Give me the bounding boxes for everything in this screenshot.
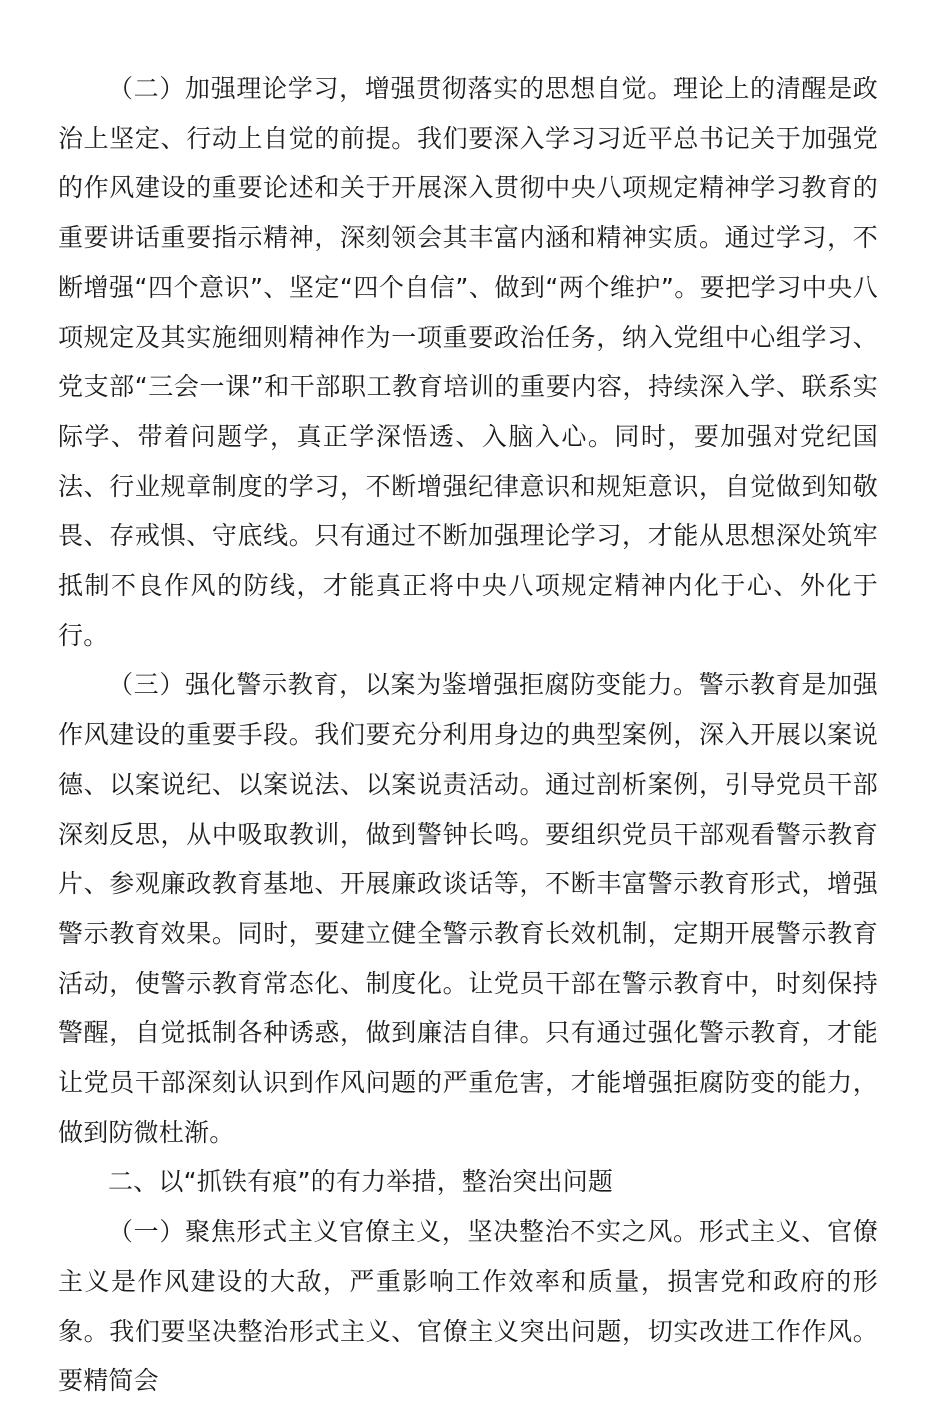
section-heading-rectification: 二、以“抓铁有痕”的有力举措，整治突出问题	[108, 1167, 614, 1197]
paragraph-warning-education: （三）强化警示教育，以案为鉴增强拒腐防变能力。警示教育是加强作风建设的重要手段。我们要充分利用身边的典型案例，深入开展以案说德、以案说纪、以案说法、以案说责活动。通过剖析案例，引导党员干部深刻反思，从中吸取教训，做到警钟长鸣。要组织党员干部观看警示教育片、参观廉政教育基地、开展廉政谈话等，不断丰富警示教育形式，增强警示教育效果。同时，要建立健全警示教育长效机制，定期开展警示教育活动，使警示教育常态化、制度化。让党员干部在警示教育中，时刻保持警醒，自觉抵制各种诱惑，做到廉洁自律。只有通过强化警示教育，才能让党员干部深刻认识到作风问题的严重危害，才能增强拒腐防变的能力，做到防微杜渐。	[58, 670, 878, 1147]
paragraph-theory-study: （二）加强理论学习，增强贯彻落实的思想自觉。理论上的清醒是政治上坚定、行动上自觉的前提。我们要深入学习习近平总书记关于加强党的作风建设的重要论述和关于开展深入贯彻中央八项规定精神学习教育的重要讲话重要指示精神，深刻领会其丰富内涵和精神实质。通过学习，不断增强“四个意识”、坚定“四个自信”、做到“两个维护”。要把学习中央八项规定及其实施细则精神作为一项重要政治任务，纳入党组中心组学习、党支部“三会一课”和干部职工教育培训的重要内容，持续深入学、联系实际学、带着问题学，真正学深悟透、入脑入心。同时，要加强对党纪国法、行业规章制度的学习，不断增强纪律意识和规矩意识，自觉做到知敬畏、存戒惧、守底线。只有通过不断加强理论学习，才能从思想深处筑牢抵制不良作风的防线，才能真正将中央八项规定精神内化于心、外化于行。	[58, 74, 878, 650]
document-body	[58, 64, 878, 1406]
paragraph-formalism: （一）聚焦形式主义官僚主义，坚决整治不实之风。形式主义、官僚主义是作风建设的大敌，严重影响工作效率和质量，损害党和政府的形象。我们要坚决整治形式主义、官僚主义突出问题，切实改进工作作风。要精简会	[58, 1217, 878, 1396]
